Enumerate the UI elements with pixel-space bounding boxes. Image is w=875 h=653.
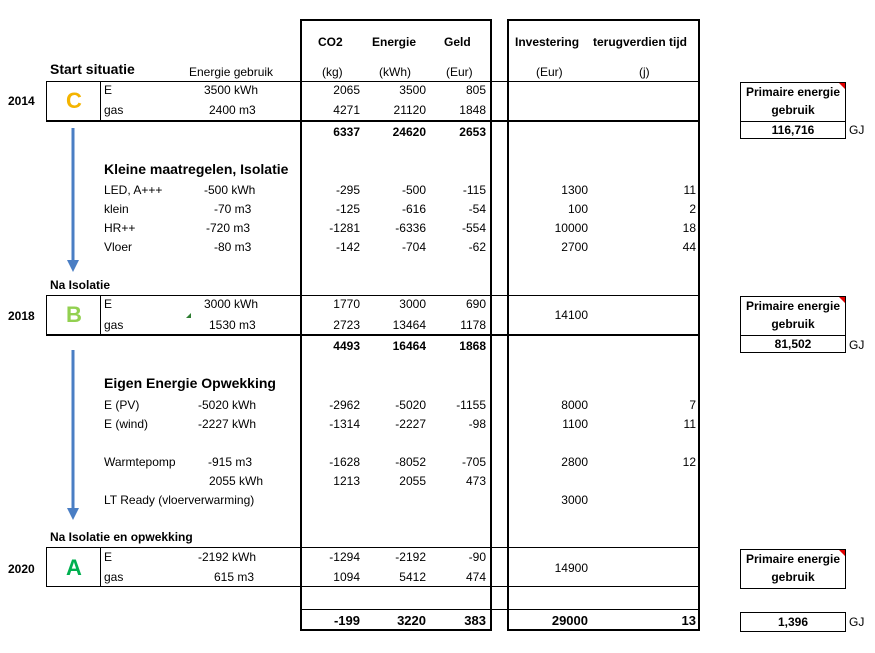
heatpump-co2: -1628 (329, 455, 360, 469)
after1-total-geld: 1868 (459, 339, 486, 353)
after1-invest: 14100 (554, 308, 588, 322)
heatpump-usage: -915 m3 (208, 455, 253, 469)
measure-usage: -720 m3 (206, 221, 251, 235)
header-terugverdien: terugverdien tijd (593, 35, 688, 49)
after2-row-usage: 615 m3 (214, 570, 255, 584)
after1-total-energie: 16464 (392, 339, 426, 353)
start-year: 2014 (8, 94, 35, 108)
start-total-geld: 2653 (459, 125, 486, 139)
heatpump-terug: 12 (682, 455, 696, 469)
total-geld: 383 (464, 613, 486, 628)
measure-co2: -1281 (329, 221, 360, 235)
heatpump-usage-electric: 2055 kWh (209, 474, 264, 488)
generation-co2: -2962 (329, 398, 360, 412)
comment-marker-icon (839, 297, 845, 303)
generation-energie: -5020 (395, 398, 426, 412)
generation-name: E (wind) (104, 417, 149, 431)
table-bottom-border-1 (300, 629, 492, 631)
after2-row-co2: -1294 (329, 550, 360, 564)
heatpump-geld-electric: 473 (465, 474, 486, 488)
start-total-energie: 24620 (392, 125, 426, 139)
measure-usage: -70 m3 (214, 202, 252, 216)
generation-co2: -1314 (329, 417, 360, 431)
after1-row-name: gas (104, 318, 124, 332)
generation-invest: 1100 (562, 417, 588, 431)
start-row-name: gas (104, 103, 124, 117)
header-geld: Geld (444, 35, 471, 49)
arrow-down-icon (64, 350, 82, 522)
primary-energy-value: 116,716 (740, 121, 846, 139)
heatpump-energie: -8052 (395, 455, 426, 469)
generation-name: E (PV) (104, 398, 140, 412)
measure-name: HR++ (104, 221, 136, 235)
unit-energie: (kWh) (379, 65, 411, 79)
primary-energy-unit: GJ (849, 615, 865, 629)
after2-row-energie: 5412 (399, 570, 426, 584)
heatpump-name: Warmtepomp (104, 455, 176, 469)
primary-energy-title: Primaire energie gebruik (745, 552, 841, 584)
generation-terug: 7 (689, 398, 696, 412)
after1-row-energie: 3000 (399, 297, 426, 311)
energy-label-b: B (66, 302, 82, 327)
measure-invest: 2700 (561, 240, 588, 254)
lt-ready-name: LT Ready (vloerverwarming) (104, 493, 255, 507)
total-energie: 3220 (397, 613, 426, 628)
measure-terug: 2 (689, 202, 696, 216)
header-energie: Energie (372, 35, 417, 49)
measure-geld: -54 (468, 202, 486, 216)
measure-invest: 1300 (561, 183, 588, 197)
start-row-usage: 3500 kWh (204, 83, 259, 97)
measure-energie: -500 (401, 183, 426, 197)
after2-row-box (46, 547, 700, 587)
measure-geld: -62 (468, 240, 486, 254)
unit-terugverdien: (j) (639, 65, 650, 79)
measure-geld: -115 (462, 183, 486, 197)
start-total-co2: 6337 (333, 125, 360, 139)
primary-energy-title-box (740, 296, 846, 336)
after2-row-energie: -2192 (395, 550, 426, 564)
start-row-usage: 2400 m3 (209, 103, 256, 117)
generation-invest: 8000 (561, 398, 588, 412)
total-terug: 13 (681, 613, 696, 628)
unit-co2: (kg) (322, 65, 343, 79)
measure-co2: -125 (335, 202, 360, 216)
after2-title: Na Isolatie en opwekking (50, 530, 193, 544)
measure-invest: 10000 (554, 221, 588, 235)
header-co2: CO2 (318, 35, 343, 49)
arrow-down-icon (64, 128, 82, 274)
primary-energy-title: Primaire energie gebruik (745, 85, 841, 117)
total-co2: -199 (333, 613, 360, 628)
generation-usage: -5020 kWh (198, 398, 257, 412)
after1-row-name: E (104, 297, 113, 311)
after2-year: 2020 (8, 562, 35, 576)
measure-energie: -616 (401, 202, 426, 216)
heatpump-invest: 2800 (561, 455, 588, 469)
after1-row-usage: 1530 m3 (209, 318, 256, 332)
after1-row-co2: 2723 (333, 318, 360, 332)
measure-invest: 100 (567, 202, 588, 216)
comment-marker-icon (839, 83, 845, 89)
after1-total-co2: 4493 (333, 339, 360, 353)
after1-row-geld: 690 (465, 297, 486, 311)
start-row-energie: 3500 (399, 83, 426, 97)
start-subtitle: Energie gebruik (189, 65, 274, 79)
table-top-border-2 (507, 19, 700, 21)
primary-energy-title-box (740, 82, 846, 122)
start-row-geld: 1848 (459, 103, 486, 117)
table-bottom-border-2 (507, 629, 700, 631)
energy-label-a: A (66, 555, 82, 580)
section1-title: Kleine maatregelen, Isolatie (104, 161, 289, 177)
heatpump-energie-electric: 2055 (399, 474, 426, 488)
primary-energy-title-box (740, 549, 846, 589)
unit-investering: (Eur) (536, 65, 563, 79)
after2-row-usage: -2192 kWh (198, 550, 257, 564)
divider (46, 120, 700, 122)
measure-usage: -500 kWh (204, 183, 256, 197)
unit-geld: (Eur) (446, 65, 473, 79)
after1-row-usage: 3000 kWh (204, 297, 259, 311)
comment-marker-icon (839, 550, 845, 556)
primary-energy-value: 1,396 (740, 612, 846, 632)
generation-geld: -1155 (456, 398, 486, 412)
measure-usage: -80 m3 (214, 240, 252, 254)
start-title: Start situatie (50, 61, 135, 77)
heatpump-geld: -705 (461, 455, 486, 469)
measure-name: klein (104, 202, 129, 216)
start-row-name: E (104, 83, 113, 97)
measure-name: Vloer (104, 240, 133, 254)
generation-usage: -2227 kWh (198, 417, 257, 431)
after2-row-geld: -90 (468, 550, 486, 564)
start-row-box (46, 81, 700, 121)
energy-label-c: C (66, 88, 82, 113)
measure-energie: -704 (401, 240, 426, 254)
measure-terug: 18 (682, 221, 696, 235)
start-row-geld: 805 (465, 83, 486, 97)
generation-terug: 11 (683, 417, 696, 431)
primary-energy-unit: GJ (849, 338, 865, 352)
after2-row-name: E (104, 550, 113, 564)
measure-co2: -295 (335, 183, 360, 197)
start-row-co2: 4271 (333, 103, 360, 117)
total-invest: 29000 (551, 613, 588, 628)
primary-energy-value: 81,502 (740, 335, 846, 353)
after2-row-name: gas (104, 570, 124, 584)
measure-energie: -6336 (395, 221, 426, 235)
table-top-border-1 (300, 19, 492, 21)
after1-row-geld: 1178 (460, 318, 486, 332)
after1-title: Na Isolatie (50, 278, 111, 292)
generation-energie: -2227 (395, 417, 426, 431)
heatpump-co2-electric: 1213 (333, 474, 360, 488)
header-investering: Investering (515, 35, 580, 49)
divider (46, 334, 700, 336)
measure-name: LED, A+++ (104, 183, 163, 197)
after1-year: 2018 (8, 309, 35, 323)
measure-geld: -554 (461, 221, 486, 235)
divider (300, 609, 700, 610)
start-row-energie: 21120 (393, 103, 426, 117)
generation-geld: -98 (468, 417, 486, 431)
after1-row-co2: 1770 (333, 297, 360, 311)
measure-co2: -142 (335, 240, 360, 254)
start-row-co2: 2065 (333, 83, 360, 97)
after1-row-box (46, 295, 700, 335)
after2-row-geld: 474 (465, 570, 486, 584)
primary-energy-unit: GJ (849, 123, 865, 137)
measure-terug: 44 (682, 240, 696, 254)
section2-title: Eigen Energie Opwekking (104, 375, 276, 391)
after1-row-energie: 13464 (392, 318, 426, 332)
after2-row-co2: 1094 (333, 570, 360, 584)
lt-ready-invest: 3000 (561, 493, 588, 507)
primary-energy-title: Primaire energie gebruik (745, 299, 841, 331)
after2-invest: 14900 (554, 561, 588, 575)
measure-terug: 11 (683, 183, 696, 197)
cell-marker-icon (186, 313, 191, 318)
